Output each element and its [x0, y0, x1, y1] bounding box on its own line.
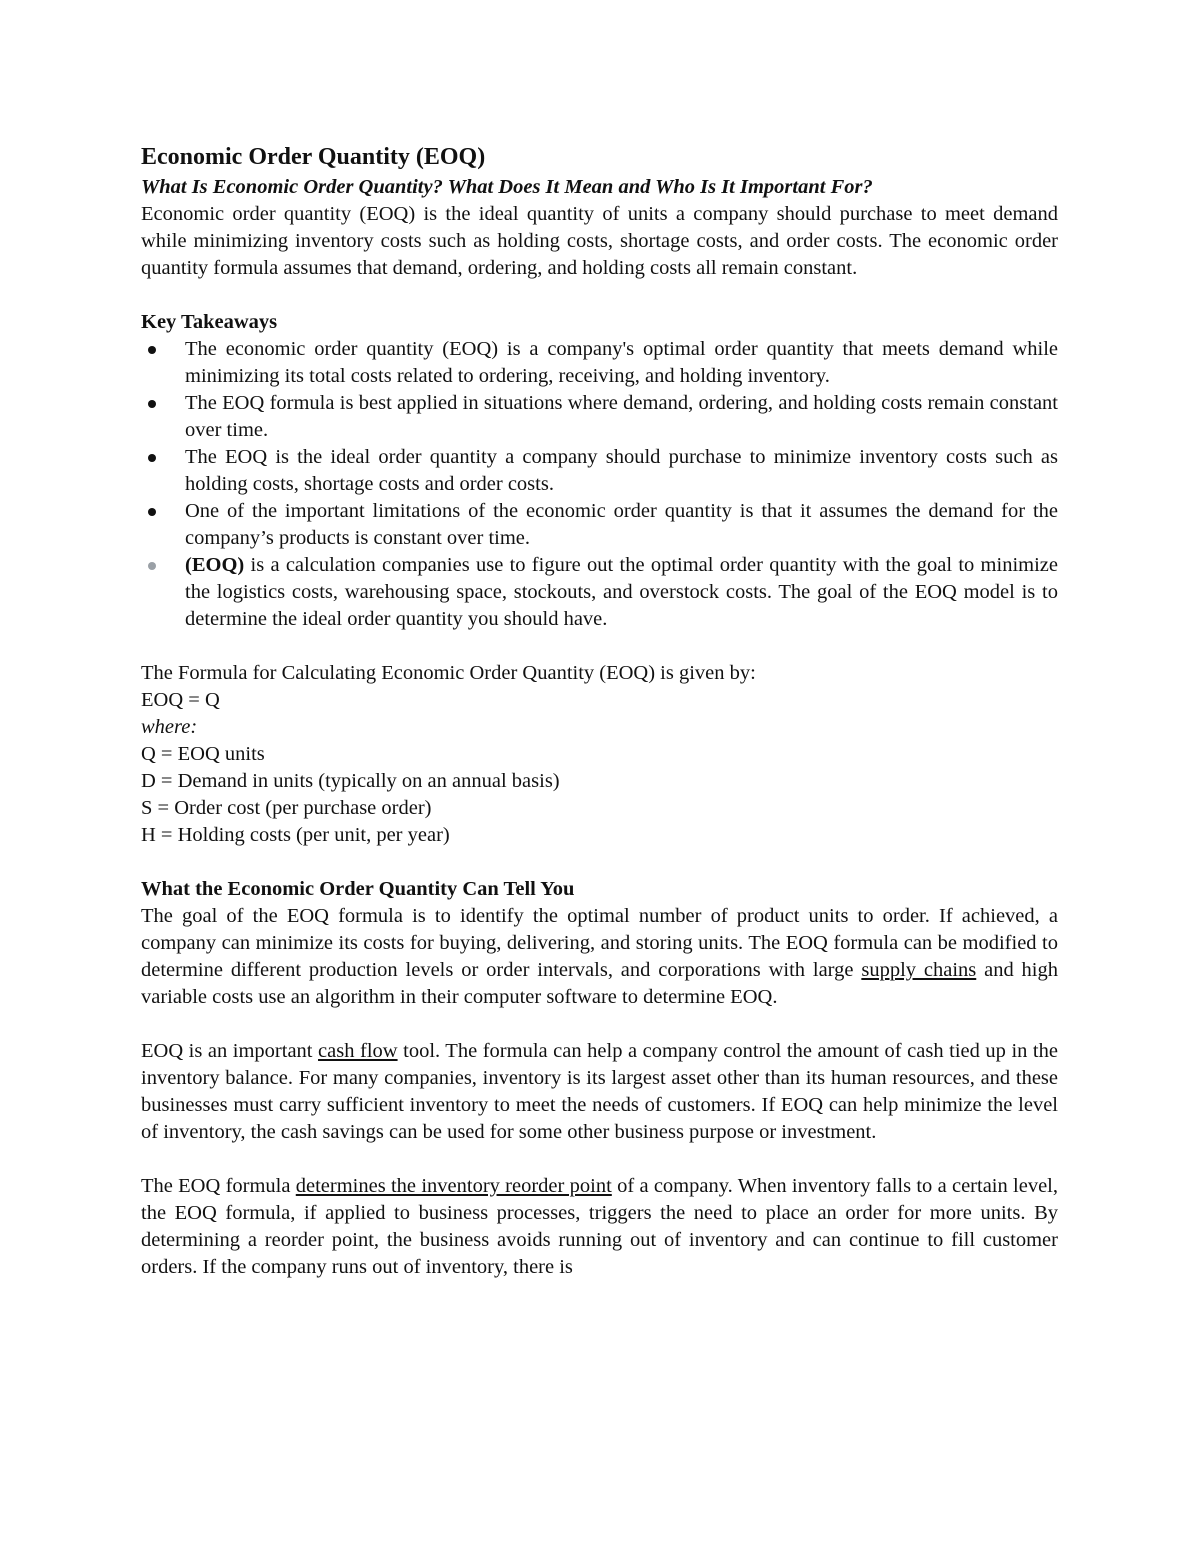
key-takeaways-heading: Key Takeaways — [141, 311, 278, 333]
list-item — [141, 444, 1058, 498]
document-title: Economic Order Quantity (EOQ) — [141, 144, 486, 170]
spacer — [141, 1011, 1058, 1038]
spacer — [141, 849, 1058, 876]
spacer — [141, 633, 1058, 660]
paragraph-text: and high variable costs use an algorithm in their computer software to determine EOQ. — [141, 959, 1059, 1008]
paragraph-text: EOQ is an important — [141, 1040, 319, 1062]
list-item — [141, 552, 1058, 633]
supply-chains-link[interactable]: supply chains — [861, 959, 977, 981]
cash-flow-link[interactable]: cash flow — [318, 1040, 398, 1062]
list-item-text: is a calculation companies use to figure out the optimal order quantity with the goal to minimize the logistics costs, warehousing space, stockouts, and overstock costs. The goal of the EOQ model is to determine the ideal order quantity you should have. — [185, 554, 1058, 630]
list-item-text: The economic order quantity (EOQ) is a company's optimal order quantity that meets demand while minimizing its total costs related to ordering, receiving, and holding inventory. — [185, 338, 1058, 387]
bullet-icon — [148, 346, 156, 354]
bullet-icon — [148, 454, 156, 462]
section-heading: What the Economic Order Quantity Can Tell You — [141, 878, 575, 900]
body-paragraph — [141, 1038, 1058, 1146]
paragraph-text: of a company. When inventory falls to a certain level, the EOQ formula, if applied to business processes, triggers the need to place an order for more units. By determining a reorder point, the business avoids running out of inventory and can continue to fill customer orders. If the company runs out of inventory, there is — [141, 1175, 1058, 1278]
bullet-icon — [148, 400, 156, 408]
formula-definition: S = Order cost (per purchase order) — [141, 797, 432, 819]
formula-intro: The Formula for Calculating Economic Order Quantity (EOQ) is given by: — [141, 662, 756, 684]
list-item — [141, 336, 1058, 390]
body-paragraph — [141, 903, 1058, 1011]
bullet-icon — [148, 508, 156, 516]
formula-equation: EOQ = Q — [141, 689, 220, 711]
intro-paragraph: Economic order quantity (EOQ) is the ideal quantity of units a company should purchase to meet demand while minimizing inventory costs such as holding costs, shortage costs, and order costs. The economic order quantity formula assumes that demand, ordering, and holding costs all remain constant. — [141, 203, 1058, 279]
paragraph-text: The EOQ formula — [141, 1175, 296, 1197]
list-item-text: The EOQ formula is best applied in situations where demand, ordering, and holding costs remain constant over time. — [185, 392, 1058, 441]
formula-definition: D = Demand in units (typically on an annual basis) — [141, 770, 560, 792]
bullet-icon — [148, 562, 156, 570]
formula-where-label: where: — [141, 716, 198, 738]
formula-definition: H = Holding costs (per unit, per year) — [141, 824, 450, 846]
list-item-text: The EOQ is the ideal order quantity a company should purchase to minimize inventory costs such as holding costs, shortage costs and order costs. — [185, 446, 1058, 495]
list-item — [141, 498, 1058, 552]
spacer — [141, 282, 1058, 309]
document-subtitle: What Is Economic Order Quantity? What Does It Mean and Who Is It Important For? — [141, 176, 873, 198]
key-takeaways-list — [141, 336, 1058, 633]
spacer — [141, 1146, 1058, 1173]
list-item-bold-term: (EOQ) — [185, 554, 245, 576]
body-paragraph — [141, 1173, 1058, 1281]
paragraph-text: The goal of the EOQ formula is to identify the optimal number of product units to order. If achieved, a company can minimize its costs for buying, delivering, and storing units. The EOQ formula can be modified to determine different production levels or order intervals, and corporations with large — [141, 905, 1058, 981]
formula-definition: Q = EOQ units — [141, 743, 265, 765]
reorder-point-link[interactable]: determines the inventory reorder point — [295, 1175, 612, 1197]
document-page — [141, 140, 1058, 1281]
list-item-text: One of the important limitations of the economic order quantity is that it assumes the demand for the company’s products is constant over time. — [185, 500, 1058, 549]
paragraph-text: tool. The formula can help a company control the amount of cash tied up in the inventory balance. For many companies, inventory is its largest asset other than its human resources, and these businesses must carry sufficient inventory to meet the needs of customers. If EOQ can help minimize the level of inventory, the cash savings can be used for some other business purpose or investment. — [141, 1040, 1058, 1143]
list-item — [141, 390, 1058, 444]
